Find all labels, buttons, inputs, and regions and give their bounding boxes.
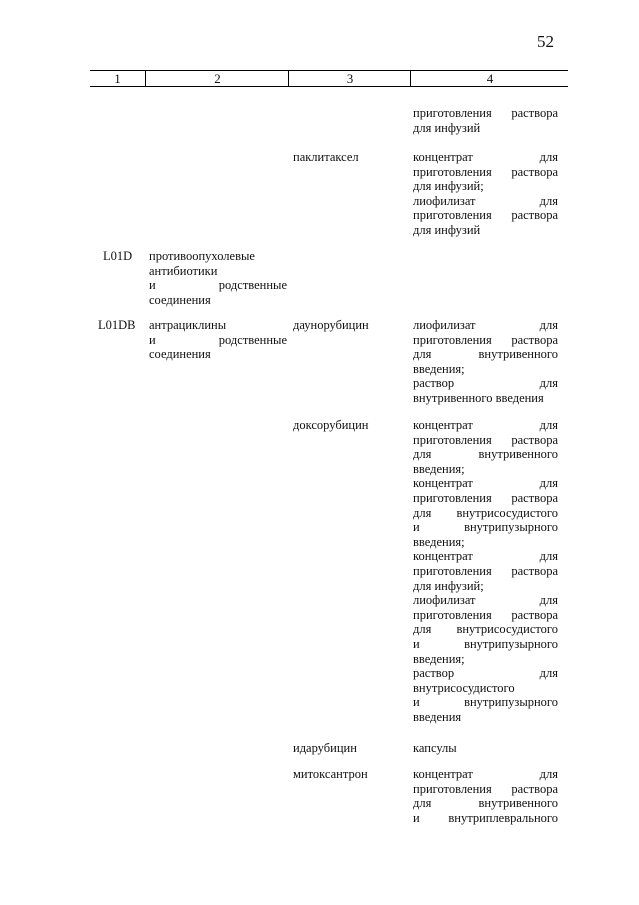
text-word: введения xyxy=(413,709,462,724)
atc-code-l01db: L01DB xyxy=(98,318,136,332)
text-line xyxy=(149,347,287,362)
text-word: для xyxy=(539,593,558,608)
text-line xyxy=(413,681,558,696)
text-word: концентрат xyxy=(413,549,473,564)
text-line xyxy=(413,194,558,209)
text-line xyxy=(149,249,287,264)
text-line xyxy=(149,264,287,279)
text-word: лиофилизат xyxy=(413,318,476,332)
text-line xyxy=(413,333,558,348)
atc-group-name-l01d xyxy=(149,249,287,307)
text-line xyxy=(149,278,287,293)
text-word: раствора xyxy=(511,490,558,505)
text-line xyxy=(413,121,558,136)
text-word: внутрипузырного xyxy=(464,695,558,710)
text-line xyxy=(413,491,558,506)
dosage-forms-mitoxantrone xyxy=(413,767,558,825)
text-word: внутрипузырного xyxy=(464,520,558,535)
text-line xyxy=(413,741,558,756)
text-line xyxy=(413,535,558,550)
text-word: для xyxy=(539,666,558,681)
text-word: внутривенного введения xyxy=(413,390,544,405)
dosage-forms-daunorubicin xyxy=(413,318,558,406)
text-line xyxy=(413,549,558,564)
drug-name-mitoxantrone: митоксантрон xyxy=(293,767,368,781)
text-word: для xyxy=(539,193,558,208)
atc-code-l01d: L01D xyxy=(103,249,133,263)
text-word: для xyxy=(413,447,432,462)
text-word: раствора xyxy=(511,607,558,622)
text-line xyxy=(413,347,558,362)
table-header xyxy=(90,70,568,87)
text-word: для xyxy=(413,796,432,811)
text-word: и xyxy=(149,278,156,293)
text-line xyxy=(413,376,558,391)
text-word: раствора xyxy=(511,432,558,447)
column-header-2: 2 xyxy=(145,71,289,86)
drug-name-idarubicin: идарубицин xyxy=(293,741,357,755)
text-word: для xyxy=(413,347,432,362)
text-word: введения; xyxy=(413,361,465,376)
text-word: и xyxy=(413,636,420,651)
text-word: для xyxy=(539,150,558,164)
text-word: приготовления xyxy=(413,208,492,223)
text-line xyxy=(413,447,558,462)
text-word: соединения xyxy=(149,292,211,307)
text-word: внутривенного xyxy=(478,447,558,462)
text-word: внутривенного xyxy=(478,347,558,362)
text-word: приготовления xyxy=(413,490,492,505)
text-word: внутрисосудистого xyxy=(456,622,558,637)
text-word: внутрипузырного xyxy=(464,636,558,651)
text-word: концентрат xyxy=(413,476,473,491)
text-line xyxy=(413,179,558,194)
text-word: раствора xyxy=(511,563,558,578)
drug-name-paclitaxel: паклитаксел xyxy=(293,150,359,164)
dosage-forms-doxorubicin xyxy=(413,418,558,724)
text-line xyxy=(413,767,558,782)
text-word: и xyxy=(413,520,420,535)
text-word: раствора xyxy=(511,164,558,179)
dosage-forms-paclitaxel xyxy=(413,150,558,238)
text-word: внутрисосудистого xyxy=(456,505,558,520)
text-word: лиофилизат xyxy=(413,193,476,208)
text-word: для xyxy=(539,476,558,491)
text-line xyxy=(413,520,558,535)
text-word: соединения xyxy=(149,347,211,362)
text-line xyxy=(413,796,558,811)
text-line xyxy=(149,318,287,333)
drug-name-doxorubicin: доксорубицин xyxy=(293,418,369,432)
text-word: раствора xyxy=(511,781,558,796)
text-word: приготовления xyxy=(413,563,492,578)
text-line xyxy=(413,476,558,491)
text-word: и xyxy=(413,695,420,710)
column-header-1: 1 xyxy=(114,71,121,86)
text-word: концентрат xyxy=(413,418,473,432)
column-header-4: 4 xyxy=(410,71,569,86)
text-line xyxy=(413,579,558,594)
text-line xyxy=(413,637,558,652)
text-word: для xyxy=(413,622,432,637)
text-word: введения; xyxy=(413,534,465,549)
text-word: для инфузий xyxy=(413,120,481,135)
text-word: для xyxy=(539,418,558,432)
text-word: приготовления xyxy=(413,106,492,120)
text-word: раствора xyxy=(511,332,558,347)
text-word: противоопухолевые xyxy=(149,249,255,263)
page-number: 52 xyxy=(537,32,554,51)
text-line xyxy=(413,506,558,521)
text-line xyxy=(149,293,287,308)
text-word: введения; xyxy=(413,651,465,666)
text-word: приготовления xyxy=(413,332,492,347)
text-line xyxy=(413,782,558,797)
text-line xyxy=(413,710,558,725)
column-header-3: 3 xyxy=(288,71,411,86)
text-word: введения; xyxy=(413,461,465,476)
text-word: раствор xyxy=(413,666,455,681)
text-word: для xyxy=(413,505,432,520)
text-line xyxy=(413,666,558,681)
text-line xyxy=(413,318,558,333)
text-line xyxy=(413,608,558,623)
text-word: для xyxy=(539,376,558,391)
text-word: капсулы xyxy=(413,741,457,755)
text-word: концентрат xyxy=(413,767,473,781)
text-word: внутриплеврального xyxy=(448,810,558,825)
text-word: для xyxy=(539,549,558,564)
continuation-dosage-form xyxy=(413,106,558,135)
text-line xyxy=(413,593,558,608)
text-word: приготовления xyxy=(413,781,492,796)
text-line xyxy=(413,150,558,165)
text-line xyxy=(413,208,558,223)
text-word: раствора xyxy=(511,106,558,120)
text-word: и xyxy=(149,332,156,347)
text-line xyxy=(413,462,558,477)
text-line xyxy=(413,695,558,710)
text-line xyxy=(413,622,558,637)
text-word: для инфузий; xyxy=(413,179,484,194)
text-word: для инфузий xyxy=(413,222,481,237)
atc-group-name-l01db xyxy=(149,318,287,362)
text-word: и xyxy=(413,810,420,825)
text-word: внутрисосудистого xyxy=(413,680,515,695)
dosage-forms-idarubicin xyxy=(413,741,558,756)
text-line xyxy=(413,106,558,121)
text-word: родственные xyxy=(218,278,287,293)
text-word: внутривенного xyxy=(478,796,558,811)
text-word: антрациклины xyxy=(149,318,227,332)
text-line xyxy=(413,433,558,448)
text-line xyxy=(413,223,558,238)
text-line xyxy=(413,165,558,180)
text-line xyxy=(413,418,558,433)
text-word: для инфузий; xyxy=(413,578,484,593)
text-word: концентрат xyxy=(413,150,473,164)
text-word: антибиотики xyxy=(149,263,218,278)
text-word: раствора xyxy=(511,208,558,223)
text-line xyxy=(413,391,558,406)
text-word: приготовления xyxy=(413,607,492,622)
drug-name-daunorubicin: даунорубицин xyxy=(293,318,369,332)
text-line xyxy=(413,362,558,377)
text-line xyxy=(149,333,287,348)
text-word: раствор xyxy=(413,376,455,391)
text-word: для xyxy=(539,318,558,332)
text-line xyxy=(413,811,558,826)
text-word: лиофилизат xyxy=(413,593,476,608)
text-line xyxy=(413,652,558,667)
text-word: приготовления xyxy=(413,432,492,447)
text-line xyxy=(413,564,558,579)
text-word: приготовления xyxy=(413,164,492,179)
text-word: родственные xyxy=(218,332,287,347)
text-word: для xyxy=(539,767,558,781)
